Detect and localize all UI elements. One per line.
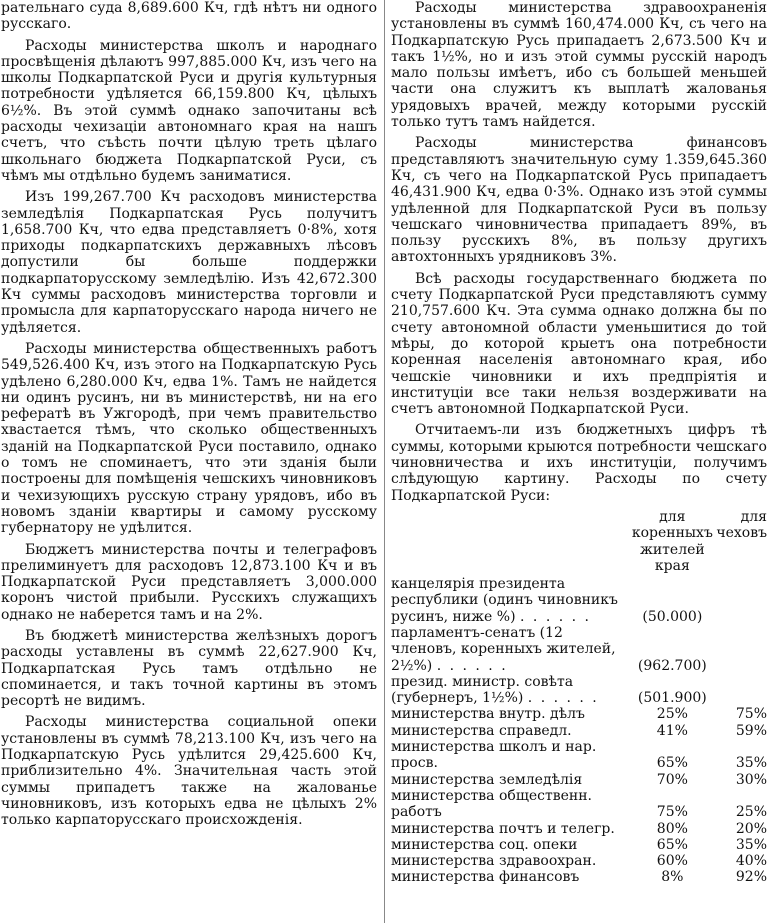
- paragraph: Расходы министерства здравоохраненія установлены въ суммѣ 160,474.000 Кч, съ чего на Подкарпатскую Русь припадаетъ 2,673.500 Кч и такъ 1½%, но и изъ этой суммы русскій народъ мало пользы имѣетъ, ибо съ большей меньшей части она служитъ къ выплатѣ жалованья урядовыхъ врачей, между которыми русскій только тутъ тамъ найдется.: [391, 0, 767, 131]
- row-label: канцелярія президента республики (одинъ чиновникъ русинъ, ниже %): [391, 576, 618, 625]
- table-row: [391, 674, 767, 707]
- table-row: [391, 576, 767, 625]
- value-czechs: 20%: [735, 820, 767, 837]
- row-label: парламентъ-сенатъ (12 членовъ, коренныхъ жителей, 2½%): [391, 624, 616, 674]
- table-body: [391, 576, 767, 886]
- value-czechs: 25%: [735, 804, 767, 821]
- dot-leader: . . . . . .: [436, 657, 508, 674]
- value-natives: 80%: [656, 820, 688, 837]
- row-label: министерства соц. опеки: [391, 836, 578, 853]
- row-label: министерства здравоохран.: [391, 853, 597, 870]
- paragraph: Въ бюджетѣ министерства желѣзныхъ дорогъ расходы уставлены въ суммѣ 22,627.900 Кч, Подкарпатская Русь тамъ отдѣльно не споминается, и такъ точной картины въ этомъ ресортѣ не видимъ.: [1, 627, 377, 710]
- row-label: министерства общественн. работъ: [391, 787, 593, 821]
- table-row: [391, 739, 767, 772]
- value-czechs: 35%: [735, 755, 767, 772]
- value-natives: 41%: [656, 722, 688, 739]
- paragraph: Расходы министерства школъ и народнаго просвѣщенія дѣлаютъ 997,885.000 Кч, изъ чего на школы Подкарпатской Руси и другія культурныя потребности удѣляется 66,159.800 Кч, цѣлыхъ 6½%. Въ этой суммѣ однако започитаны всѣ расходы чехизаціи автономнаго края на нашъ счетъ, что съѣсть почти цѣлую треть цѣлаго школьнаго бюджета Подкарпатской Руси, съ чѣмъ мы отдѣльно будемъ заниматися.: [1, 37, 377, 184]
- value-natives: 25%: [656, 706, 688, 723]
- value-natives: 60%: [656, 853, 688, 870]
- paragraph: Изъ 199,267.700 Кч расходовъ министерства земледѣлія Подкарпатская Русь получитъ 1,658.700 Кч, что едва представляетъ 0·8%, хотя приходы подкарпатскихъ державныхъ лѣсовъ допустили бы больше поддержки подкарпаторусскому земледѣлію. Изъ 42,672.300 Кч суммы расходовъ министерства торговли и промысла для карпаторусскаго народа ничего не удѣляется.: [1, 189, 377, 336]
- paragraph: Расходы министерства общественныхъ работъ 549,526.400 Кч, изъ этого на Подкарпатскую Русь удѣлено 6,280.000 Кч, едва 1%. Тамъ не найдется ни одинъ русинъ, ни въ министерствѣ, ни на его рефератѣ въ Ужгородѣ, при чемъ правительство хвастается тѣмъ, что сколько общественныхъ зданій на Подкарпатской Руси поставило, однако о томъ не споминаетъ, что эти зданія были построены для помѣщенія чешскихъ чиновниковъ и чехизующихъ русскую страну урядовъ, ибо въ новомъ зданіи квартиры и самому русскому губернатору не удѣлится.: [1, 340, 377, 537]
- value-natives: 70%: [656, 771, 688, 788]
- column-header-czechs: для чеховъ: [716, 508, 767, 542]
- dot-leader: . . . . . .: [520, 608, 591, 625]
- value-natives: 65%: [656, 836, 688, 853]
- table-row: [391, 625, 767, 674]
- value-natives: 8%: [661, 869, 684, 886]
- value-natives: 65%: [656, 755, 688, 772]
- expense-table: [391, 509, 767, 886]
- value-czechs: 59%: [735, 722, 767, 739]
- table-row: [391, 853, 767, 869]
- row-label: министерства справедл.: [391, 722, 572, 739]
- paragraph: Расходы министерства финансовъ представляютъ значительную суму 1.359,645.360 Кч, съ чего на Подкарпатской Русь припадаетъ 46,431.900 Кч, едва 0·3%. Однако изъ этой суммы удѣленной для Подкарпатской Руси въ пользу чешскаго чиновничества припадаетъ 89%, въ пользу русскихъ 8%, въ пользу другихъ автохтонныхъ урядниковъ 3%.: [391, 135, 767, 266]
- paragraph: Всѣ расходы государственнаго бюджета по счету Подкарпатской Руси представляютъ сумму 210,757.600 Кч. Эта сумма однако должна бы по счету автономной области уменьшитися до той мѣры, до которой крыетъ она потребности коренная населенія автономнаго края, ибо чешскіе чиновники и ихъ предпріятія и институціи все таки нельзя воздерживати на счетъ автономной Подкарпатской Руси.: [391, 270, 767, 418]
- column-header-natives: для коренныхъ жителей края: [631, 508, 713, 574]
- table-row: [391, 821, 767, 837]
- table-row: [391, 788, 767, 821]
- row-label: министерства финансовъ: [391, 869, 580, 886]
- table-row: [391, 723, 767, 739]
- value-natives: (501.900): [637, 690, 707, 707]
- dot-leader: . . . . . .: [527, 690, 599, 707]
- table-row: [391, 706, 767, 722]
- paragraph: рательнаго суда 8,689.600 Кч, гдѣ нѣтъ ни одного русскаго.: [1, 0, 377, 33]
- left-column: [1, 0, 377, 834]
- row-label: министерства земледѣлія: [391, 771, 583, 788]
- row-label: министерства почтъ и телегр.: [391, 820, 615, 837]
- row-label: министерства школъ и нар. просв.: [391, 739, 597, 772]
- row-label: министерства внутр. дѣлъ: [391, 706, 585, 723]
- table-row: [391, 772, 767, 788]
- paragraph: Бюджетъ министерства почты и телеграфовъ прелиминуетъ для расходовъ 12,873.100 Кч и въ Подкарпатской Руси представляетъ 3,000.000 коронъ чистой прибыли. Русскихъ служащихъ однако не наберется тамъ и на 2%.: [1, 541, 377, 623]
- right-column: [391, 0, 767, 886]
- value-czechs: 40%: [735, 853, 767, 870]
- paragraph: Отчитаемъ-ли изъ бюджетныхъ цифръ тѣ суммы, которыми крыются потребности чешскаго чиновничества и ихъ институціи, получимъ слѣдующую картину. Расходы по счету Подкарпатской Руси:: [391, 422, 767, 504]
- value-czechs: [716, 674, 767, 707]
- value-czechs: 35%: [735, 836, 767, 853]
- table-row: [391, 869, 767, 885]
- value-czechs: [716, 625, 767, 674]
- value-natives: (962.700): [637, 657, 707, 674]
- value-czechs: 92%: [735, 869, 767, 886]
- table-row: [391, 837, 767, 853]
- value-czechs: 30%: [735, 771, 767, 788]
- value-czechs: [716, 576, 767, 625]
- column-divider: [384, 0, 385, 923]
- value-natives: 75%: [656, 804, 688, 821]
- paragraph: Расходы министерства социальной опеки установлены въ суммѣ 78,213.100 Кч, изъ чего на Подкарпатскую Русь удѣлится 29,425.600 Кч, приблизительно 4%. Значительная часть этой суммы припадетъ также на жалованье чиновниковъ, изъ которыхъ едва не цѣлыхъ 2% только карпаторусскаго происхожденія.: [1, 714, 377, 829]
- table-header: [391, 509, 767, 576]
- value-natives: (50.000): [642, 608, 703, 625]
- row-label: презид. министр. совѣта (губернеръ, 1½%): [391, 673, 574, 707]
- value-czechs: 75%: [735, 706, 767, 723]
